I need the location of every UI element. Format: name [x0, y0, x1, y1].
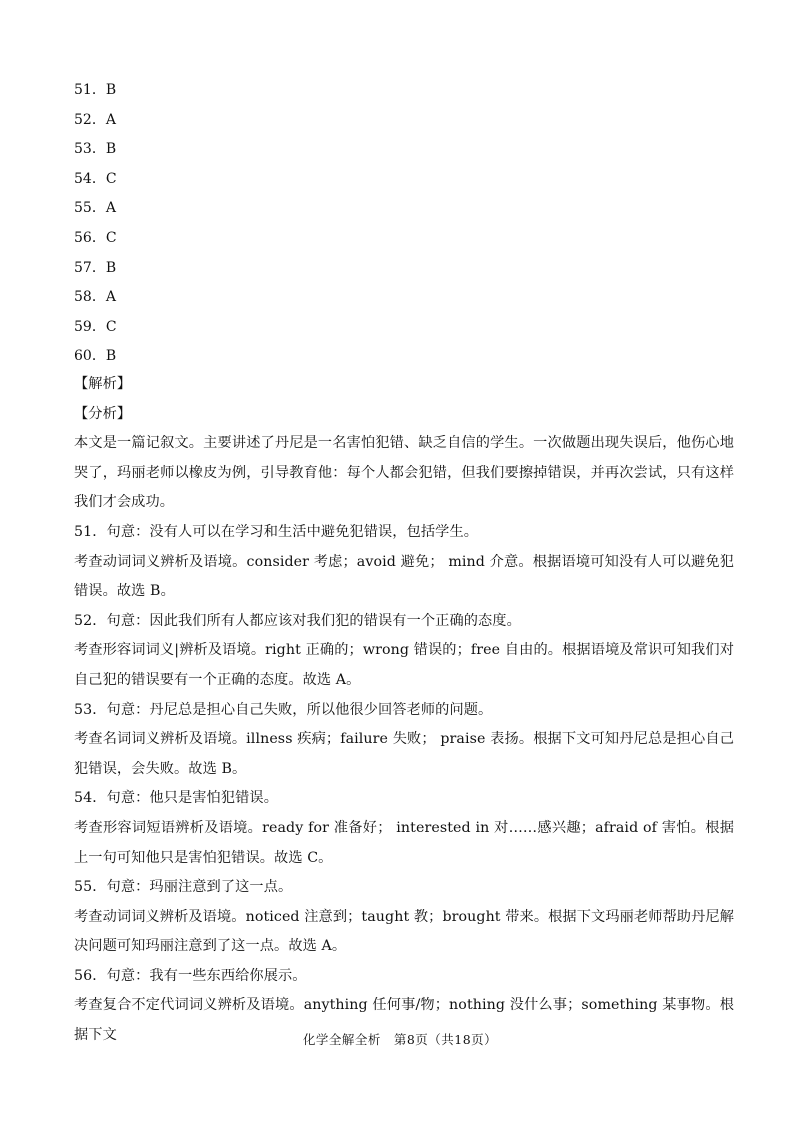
sentence-meaning-52: 52．句意：因此我们所有人都应该对我们犯的错误有一个正确的态度。: [74, 612, 521, 629]
sentence-meaning-54: 54．句意：他只是害怕犯错误。: [74, 790, 278, 807]
answer-item: 58．A: [74, 289, 116, 306]
sentence-meaning-53: 53．句意：丹尼总是担心自己失败，所以他很少回答老师的问题。: [74, 701, 493, 718]
page-footer: 化学全解全析 第8页（共18页）: [302, 1032, 498, 1047]
sentence-meaning-51: 51．句意：没有人可以在学习和生活中避免犯错误，包括学生。: [74, 523, 479, 540]
sentence-meaning-56: 56．句意：我有一些东西给你展示。: [74, 967, 307, 984]
answer-item: 56．C: [74, 229, 117, 246]
sentence-meaning-55: 55．句意：玛丽注意到了这一点。: [74, 879, 293, 896]
answer-item: 53．B: [74, 141, 117, 158]
explanation-51: 考查动词词义辨析及语境。consider 考虑；avoid 避免； mind 介意。根据语境可知没有人可以避免犯错误。故选 B。: [74, 553, 734, 600]
summary-paragraph: 本文是一篇记叙文。主要讲述了丹尼是一名害怕犯错、缺乏自信的学生。一次做题出现失误后，他伤心地哭了，玛丽老师以橡皮为例，引导教育他：每个人都会犯错，但我们要擦掉错误，并再次尝试，只有这样我们才会成功。: [74, 435, 734, 511]
explanation-53: 考查名词词义辨析及语境。illness 疾病；failure 失败； praise 表扬。根据下文可知丹尼总是担心自己犯错误，会失败。故选 B。: [74, 731, 734, 777]
explanation-52: 考查形容词词义|辨析及语境。right 正确的；wrong 错误的；free 自由的。根据语境及常识可知我们对自己犯的错误要有一个正确的态度。故选 A。: [74, 642, 734, 688]
explanation-56: 考查复合不定代词词义辨析及语境。anything 任何事/物；nothing 没什么事；something 某事物。根据下文: [74, 997, 734, 1044]
answer-list: [74, 76, 117, 372]
section-heading-overview: 【分析】: [74, 405, 132, 422]
analysis-section: [74, 370, 734, 1051]
answer-item: 55．A: [74, 200, 116, 217]
answer-item: 60．B: [74, 348, 117, 365]
answer-item: 57．B: [74, 259, 117, 276]
section-heading-analysis: 【解析】: [74, 376, 132, 392]
answer-item: 54．C: [74, 170, 117, 187]
explanation-54: 考查形容词短语辨析及语境。ready for 准备好； interested in 对……感兴趣；afraid of 害怕。根据上一句可知他只是害怕犯错误。故选 C。: [74, 819, 734, 866]
answer-item: 52．A: [74, 111, 116, 128]
answer-item: 51．B: [74, 82, 117, 98]
answer-item: 59．C: [74, 318, 117, 335]
explanation-55: 考查动词词义辨析及语境。noticed 注意到；taught 教；brought 带来。根据下文玛丽老师帮助丹尼解决问题可知玛丽注意到了这一点。故选 A。: [74, 908, 734, 955]
